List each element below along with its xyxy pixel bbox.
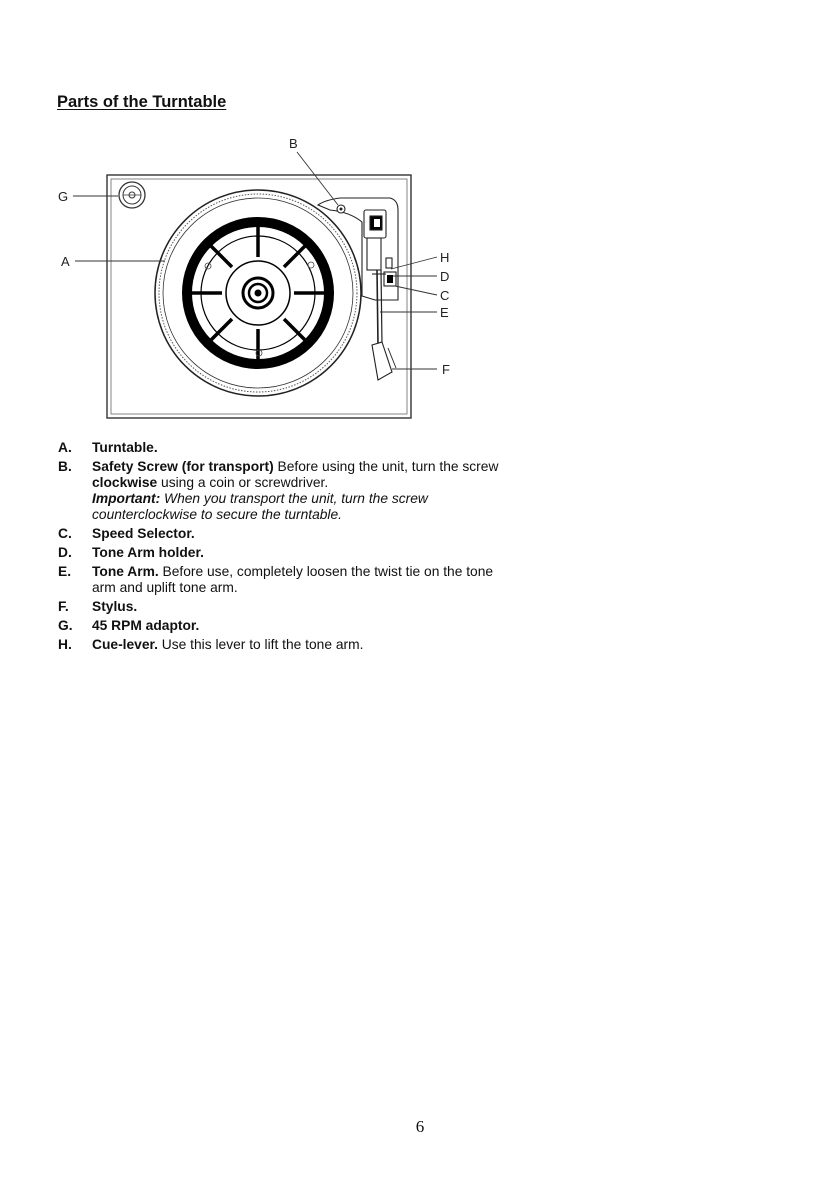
diagram-label-f: F [442, 362, 450, 377]
list-item [58, 526, 518, 542]
important-text: When you transport the unit, turn the screw counterclockwise to secure the turntable. [92, 491, 428, 522]
part-name: Tone Arm holder. [92, 545, 204, 560]
list-item [58, 459, 518, 523]
diagram-label-c: C [440, 288, 450, 303]
part-letter: B. [58, 459, 72, 474]
part-letter: F. [58, 599, 69, 614]
parts-list [58, 440, 518, 656]
diagram-label-g: G [58, 189, 69, 204]
list-item [58, 599, 518, 615]
part-name: Speed Selector. [92, 526, 195, 541]
diagram-label-b: B [289, 136, 298, 151]
part-letter: G. [58, 618, 73, 633]
diagram-label-d: D [440, 269, 450, 284]
page-number: 6 [415, 1117, 425, 1136]
part-name: Turntable. [92, 440, 158, 455]
list-item [58, 637, 518, 653]
page-title: Parts of the Turntable [57, 93, 227, 111]
part-name: Stylus. [92, 599, 138, 614]
important-label: Important: [92, 491, 161, 506]
diagram-label-e: E [440, 305, 449, 320]
part-description: Before using the unit, turn the screw [273, 459, 499, 474]
part-letter: H. [58, 637, 72, 652]
part-description: using a coin or screwdriver. [157, 475, 329, 490]
adaptor-icon [119, 182, 145, 208]
part-name: 45 RPM adaptor. [92, 618, 200, 633]
list-item [58, 564, 518, 596]
list-item [58, 545, 518, 561]
part-letter: A. [58, 440, 72, 455]
part-description: Before use, completely loosen the twist tie on the tone arm and uplift tone arm. [92, 564, 494, 595]
part-letter: D. [58, 545, 72, 560]
list-item [58, 440, 518, 456]
part-emphasis: clockwise [92, 475, 158, 490]
diagram-label-h: H [440, 250, 450, 265]
diagram-label-a: A [61, 254, 70, 269]
part-description: Use this lever to lift the tone arm. [157, 637, 364, 652]
part-name: Cue-lever. [92, 637, 158, 652]
part-letter: E. [58, 564, 72, 579]
part-name: Tone Arm. [92, 564, 159, 579]
part-letter: C. [58, 526, 72, 541]
part-name: Safety Screw (for transport) [92, 459, 274, 474]
turntable-diagram [0, 0, 840, 440]
platter-icon [155, 190, 361, 396]
list-item [58, 618, 518, 634]
